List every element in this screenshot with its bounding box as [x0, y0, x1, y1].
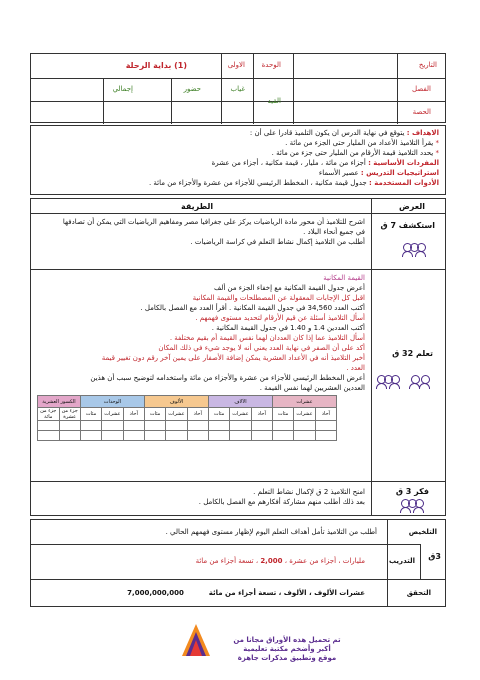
logo-icon	[180, 622, 212, 658]
vocab-value: أجزاء من مائة ، مليار ، قيمة مكانية ، أجزاء من عشرة	[211, 159, 366, 167]
chart-cell	[59, 431, 80, 441]
learn-text: القيمة المكانية أعرض جدول القيمة المكانية مع إخفاء الجزء من ألف اقبل كل الإجابات المعقولة عن المصطلحات والقيمة المكانية أكتب العدد 34,560 في جدول القيمة المكانية . أقرأ العدد مع الفصل بالكامل . أسأل التلاميذ أسئلة عن قيم الأرقام لتحديد مستوى فهمهم . أكتب العددين 1.4 و 1.40 في جدول القيمة المكانية . أسأل التلاميذ عما إذا كان العددان لهما نفس القيمة أم بقيم مختلفة . أكد على أن الصفر في نهاية العدد يعني أنه لا يوجد شيء في ذلك المكان أخبر التلاميذ أنه في الأعداد العشرية يمكن إضافة الأصفار على يمين آخر رقم دون تغيير قيمة العدد . أعرض المخطط الرئيسي للأجزاء من عشرة والأجزاء من مائة واستخدامه لتوضيح سبب أن هذين العددين العشريين لهما نفس القيمة .	[90, 274, 365, 392]
chart-cell	[315, 431, 336, 441]
pair-people-icon	[409, 375, 431, 389]
group-people-icon	[403, 243, 425, 257]
strategies-label: استراتيجيات التدريس :	[360, 169, 439, 177]
absent-label: غياب	[230, 85, 245, 93]
objectives-intro: يتوقع في نهاية الدرس ان يكون التلميذ قادرا على أن :	[249, 129, 405, 137]
summary-text: أطلب من التلاميذ تأمل أهداف التعلم اليوم لإظهار مستوى فهمهم الحالي .	[165, 528, 377, 536]
chart-group-header: عشرات	[272, 396, 336, 408]
place-value-chart	[37, 395, 337, 441]
header-grid	[30, 53, 446, 123]
chart-cell	[166, 421, 187, 431]
check-answers: عشرات الألوف ، الألوف ، تسعة أجزاء من مائة 7,000,000,000	[127, 589, 365, 597]
chart-cell	[80, 431, 101, 441]
chart-cell	[187, 421, 208, 431]
method-header: الطريقة	[181, 202, 214, 211]
chart-group-header: الألوف	[144, 396, 208, 408]
chart-cell	[208, 431, 229, 441]
chart-cell	[38, 431, 60, 441]
chart-cell	[208, 421, 229, 431]
chart-sub-header: جزء من عشرة	[59, 408, 80, 421]
explore-text: اشرح للتلاميذ أن محور مادة الرياضيات يركز على جغرافيا مصر ومفاهيم الرياضيات التي يمكن أن تصادفها في جميع أنحاء البلاد . أطلب من التلاميذ إكمال نشاط التعلم في كراسة الرياضيات .	[62, 218, 365, 246]
objective-item: يقرأ التلاميذ الأعداد من المليار حتى الجزء من مائة .	[285, 139, 434, 147]
group-people-icon	[377, 375, 399, 389]
chart-cell	[187, 431, 208, 441]
total-label: إجمالي	[112, 85, 133, 93]
chart-cell	[315, 421, 336, 431]
publisher-logo	[180, 622, 212, 658]
chart-group-header: الكسور العشرية	[38, 396, 81, 408]
chart-cell	[230, 421, 251, 431]
strategies-value: عصير الأسماء	[318, 169, 359, 177]
chart-group-header: الآلاف	[208, 396, 272, 408]
chart-cell	[272, 431, 293, 441]
tools-label: الأدوات المستخدمة :	[368, 179, 439, 187]
present-label: حضور	[183, 85, 201, 93]
tools-value: جدول قيمة مكانية ، المخطط الرئيسي للأجزاء من عشرة والأجزاء من مائة .	[148, 179, 367, 187]
practice-answers: مليارات ، أجزاء من عشرة ، 2,000 ، تسعة أجزاء من مائة	[195, 557, 365, 565]
chart-sub-header: آحاد	[187, 408, 208, 421]
check-label: التحقق	[406, 589, 431, 597]
explore-label: استكشف 7 ق	[380, 221, 435, 230]
chart-sub-header: مئات	[144, 408, 165, 421]
chart-cell	[144, 431, 165, 441]
chart-cell	[251, 431, 272, 441]
chart-cell	[166, 431, 187, 441]
display-header: العرض	[399, 202, 425, 211]
footer-note: تم تحميل هذه الأوراق مجانا من أكبر وأضخم مكتبة تعليمية موقع وتطبيق مذكرات جاهزة	[233, 636, 341, 662]
lesson-plan-page	[30, 53, 446, 608]
chart-cell	[123, 421, 144, 431]
learn-label: تعلم 32 ق	[392, 349, 433, 358]
chart-sub-header: مئات	[272, 408, 293, 421]
group-people-icon	[401, 499, 423, 513]
unit-value: الاولى	[227, 61, 245, 69]
chart-group-header: الوحدات	[80, 396, 144, 408]
chart-cell	[59, 421, 80, 431]
chart-cell	[102, 421, 123, 431]
chart-cell	[294, 431, 315, 441]
lesson-title: (1) بداية الرحلة	[125, 61, 187, 70]
chart-cell	[272, 421, 293, 431]
unit-label: الوحدة	[261, 61, 281, 69]
chart-cell	[144, 421, 165, 431]
chart-sub-header: جزء من مائة	[38, 408, 60, 421]
class-label: الفصل	[412, 85, 431, 93]
practice-time: 3ق	[428, 552, 441, 561]
practice-label: التدريب	[389, 557, 415, 565]
period-label: الحصة	[412, 108, 431, 116]
objectives-title: الاهداف :	[406, 129, 439, 137]
chart-sub-header: عشرات	[102, 408, 123, 421]
chart-cell	[80, 421, 101, 431]
chart-sub-header: مئات	[208, 408, 229, 421]
objective-item: يحدد التلاميذ قيمة الأرقام من المليار حتى جزء من مائة .	[271, 149, 434, 157]
lesson-procedure-table	[30, 198, 446, 516]
record-label: القيد	[267, 97, 281, 105]
think-text: امنح التلاميذ 2 ق لإكمال نشاط التعلم . بعد ذلك أطلب منهم مشاركة أفكارهم مع الفصل بالكامل .	[198, 488, 365, 506]
chart-sub-header: عشرات	[230, 408, 251, 421]
date-label: التاريخ	[418, 61, 437, 69]
chart-cell	[123, 431, 144, 441]
chart-cell	[102, 431, 123, 441]
chart-cell	[38, 421, 60, 431]
chart-cell	[251, 421, 272, 431]
think-label: فكر 3 ق	[395, 487, 429, 496]
assessment-table	[30, 519, 446, 607]
chart-cell	[294, 421, 315, 431]
chart-sub-header: آحاد	[123, 408, 144, 421]
chart-cell	[230, 431, 251, 441]
chart-sub-header: عشرات	[294, 408, 315, 421]
vocab-label: المفردات الأساسية :	[368, 159, 439, 167]
chart-sub-header: عشرات	[166, 408, 187, 421]
chart-sub-header: آحاد	[315, 408, 336, 421]
chart-sub-header: آحاد	[251, 408, 272, 421]
chart-sub-header: مئات	[80, 408, 101, 421]
summary-label: التلخيص	[408, 528, 437, 536]
objectives-box: الاهداف : يتوقع في نهاية الدرس ان يكون التلميذ قادرا على أن : * يقرأ التلاميذ الأعداد من المليار حتى الجزء من مائة . * يحدد التلاميذ قيمة الأرقام من المليار حتى جزء من مائة . المفردات الأساسية : أجزاء من مائة ، مليار ، قيمة مكانية ، أجزاء من عشرة استراتيجيات التدريس : عصير الأسماء الأدوات المستخدمة : جدول قيمة مكانية ، المخطط الرئيسي للأجزاء من عشرة والأجزاء من مائة .	[30, 125, 446, 195]
